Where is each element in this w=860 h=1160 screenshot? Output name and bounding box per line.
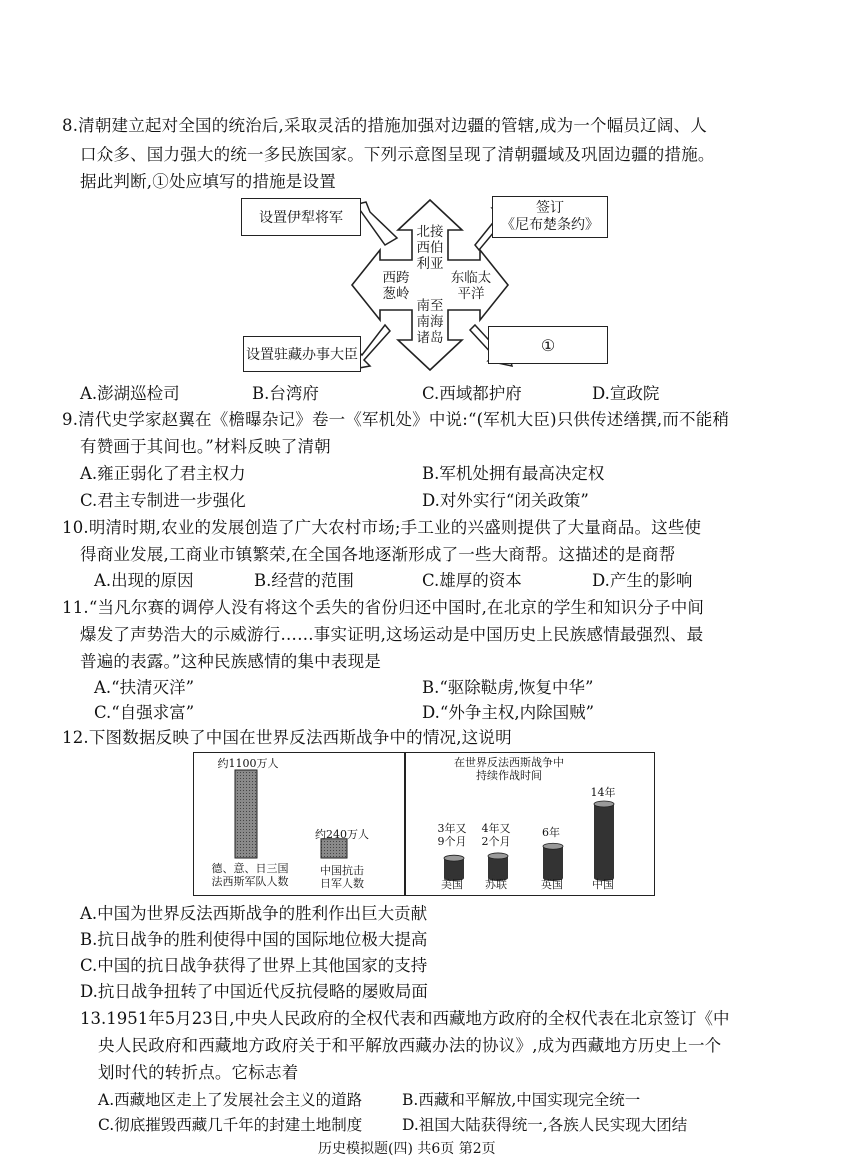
duration-bar-英国 xyxy=(543,843,563,881)
q8-option-b: B.台湾府 xyxy=(252,384,319,403)
q10-option-c: C.雄厚的资本 xyxy=(422,571,522,590)
box-tibet-amban-label: 设置驻藏办事大臣 xyxy=(246,347,358,363)
duration-label-usa xyxy=(434,822,470,848)
page-footer: 历史模拟题(四) 共6页 第2页 xyxy=(318,1141,496,1157)
box-nerchinsk-treaty-line2: 《尼布楚条约》 xyxy=(501,217,599,233)
duration-category-usa: 美国 xyxy=(441,878,463,891)
troops-data-label-china: 约240万人 xyxy=(315,828,369,841)
duration-bar-苏联 xyxy=(488,853,508,881)
q8-option-c: C.西域都护府 xyxy=(422,384,522,403)
q8-stem-line2: 口众多、国力强大的统一多民族国家。下列示意图呈现了清朝疆域及巩固边疆的措施。 xyxy=(80,145,715,164)
q11-option-b: B.“驱除鞑虏,恢复中华” xyxy=(422,678,594,697)
duration-label-uk: 6年 xyxy=(542,826,560,839)
q13-option-b: B.西藏和平解放,中国实现完全统一 xyxy=(402,1091,641,1109)
q8-stem-line3: 据此判断,①处应填写的措施是设置 xyxy=(80,172,336,191)
box-nerchinsk-treaty xyxy=(492,196,608,238)
troops-data-label-axis: 约1100万人 xyxy=(217,757,279,770)
q13-option-a: A.西藏地区走上了发展社会主义的道路 xyxy=(98,1091,363,1109)
troops-bar-0 xyxy=(235,770,257,858)
q10-option-d: D.产生的影响 xyxy=(592,571,693,590)
q12-option-b: B.抗日战争的胜利使得中国的国际地位极大提高 xyxy=(80,930,428,949)
box-nerchinsk-treaty-line1: 签订 xyxy=(536,200,564,216)
label-south: 南至南海诸岛 xyxy=(416,298,444,346)
label-north: 北接西伯利亚 xyxy=(416,224,444,272)
q12-stem-line1: 12.下图数据反映了中国在世界反法西斯战争中的情况,这说明 xyxy=(62,728,512,747)
q9-option-a: A.雍正弱化了君主权力 xyxy=(80,464,246,483)
q13-stem-line1: 13.1951年5月23日,中央人民政府的全权代表和西藏地方政府的全权代表在北京签订《中 xyxy=(80,1009,730,1028)
q11-stem-line2: 爆发了声势浩大的示威游行……事实证明,这场运动是中国历史上民族感情最强烈、最 xyxy=(80,625,704,644)
duration-label-usa-line2: 9个月 xyxy=(437,835,467,848)
q13-stem-line3: 划时代的转折点。它标志着 xyxy=(98,1063,299,1082)
q10-option-b: B.经营的范围 xyxy=(254,571,354,590)
q12-chart-divider xyxy=(404,752,406,896)
q8-option-a: A.澎湖巡检司 xyxy=(80,384,180,403)
troops-category-china-line1: 中国抗击 xyxy=(320,864,364,877)
duration-label-ussr xyxy=(478,822,514,848)
troops-bar-1 xyxy=(321,839,347,858)
troops-category-china xyxy=(307,864,377,890)
duration-category-uk: 英国 xyxy=(541,878,563,891)
q8-stem-line1: 8.清朝建立起对全国的统治后,采取灵活的措施加强对边疆的管辖,成为一个幅员辽阔、人 xyxy=(62,116,707,135)
q9-option-d: D.对外实行“闭关政策” xyxy=(422,491,589,510)
q9-option-b: B.军机处拥有最高决定权 xyxy=(422,464,605,483)
q12-option-c: C.中国的抗日战争获得了世界上其他国家的支持 xyxy=(80,956,428,975)
q13-stem-line2: 央人民政府和西藏地方政府关于和平解放西藏办法的协议》,成为西藏地方历史上一个 xyxy=(98,1036,722,1055)
q12-option-d: D.抗日战争扭转了中国近代反抗侵略的屡败局面 xyxy=(80,982,428,1001)
duration-category-china: 中国 xyxy=(592,878,614,891)
duration-bar-中国 xyxy=(594,801,614,881)
q11-stem-line3: 普遍的表露。”这种民族感情的集中表现是 xyxy=(80,652,381,671)
q11-option-d: D.“外争主权,内除国贼” xyxy=(422,703,595,722)
q13-option-c: C.彻底摧毁西藏几千年的封建土地制度 xyxy=(98,1116,363,1134)
q10-option-a: A.出现的原因 xyxy=(94,571,194,590)
duration-label-china: 14年 xyxy=(590,786,616,799)
box-blank-1-label: ① xyxy=(540,335,556,355)
duration-label-ussr-line1: 4年又 xyxy=(481,822,511,835)
box-yili-general xyxy=(241,198,361,236)
q8-option-d: D.宣政院 xyxy=(592,384,660,403)
duration-label-usa-line1: 3年又 xyxy=(437,822,467,835)
troops-category-axis-line1: 德、意、日三国 xyxy=(211,862,289,875)
q9-option-c: C.君主专制进一步强化 xyxy=(80,491,246,510)
q13-option-d: D.祖国大陆获得统一,各族人民实现大团结 xyxy=(402,1116,688,1134)
q9-stem-line1: 9.清代史学家赵翼在《檐曝杂记》卷一《军机处》中说:“(军机大臣)只供传述缮撰,而不能稍 xyxy=(62,410,730,429)
duration-category-ussr: 苏联 xyxy=(485,878,507,891)
q10-stem-line1: 10.明清时期,农业的发展创造了广大农村市场;手工业的兴盛则提供了大量商品。这些使 xyxy=(62,518,702,537)
q9-stem-line2: 有赞画于其间也。”材料反映了清朝 xyxy=(80,437,331,456)
q11-stem-line1: 11.“当凡尔赛的调停人没有将这个丢失的省份归还中国时,在北京的学生和知识分子中间 xyxy=(62,598,705,617)
duration-chart-title-line1: 在世界反法西斯战争中 xyxy=(454,756,564,769)
troops-category-axis xyxy=(210,862,290,888)
label-east: 东临太平洋 xyxy=(450,270,492,302)
duration-label-ussr-line2: 2个月 xyxy=(481,835,511,848)
duration-chart-title-line2: 持续作战时间 xyxy=(476,769,542,782)
q10-stem-line2: 得商业发展,工商业市镇繁荣,在全国各地逐渐形成了一些大商帮。这描述的是商帮 xyxy=(80,545,676,564)
q11-option-a: A.“扶清灭洋” xyxy=(94,678,195,697)
box-blank-1 xyxy=(488,326,608,364)
box-yili-general-label: 设置伊犁将军 xyxy=(259,210,343,226)
troops-category-china-line2: 日军人数 xyxy=(320,877,364,890)
box-tibet-amban xyxy=(243,336,361,372)
troops-category-axis-line2: 法西斯军队人数 xyxy=(211,875,289,888)
q12-option-a: A.中国为世界反法西斯战争的胜利作出巨大贡献 xyxy=(80,904,428,923)
q11-option-c: C.“自强求富” xyxy=(94,703,195,722)
label-west: 西跨葱岭 xyxy=(382,270,410,302)
